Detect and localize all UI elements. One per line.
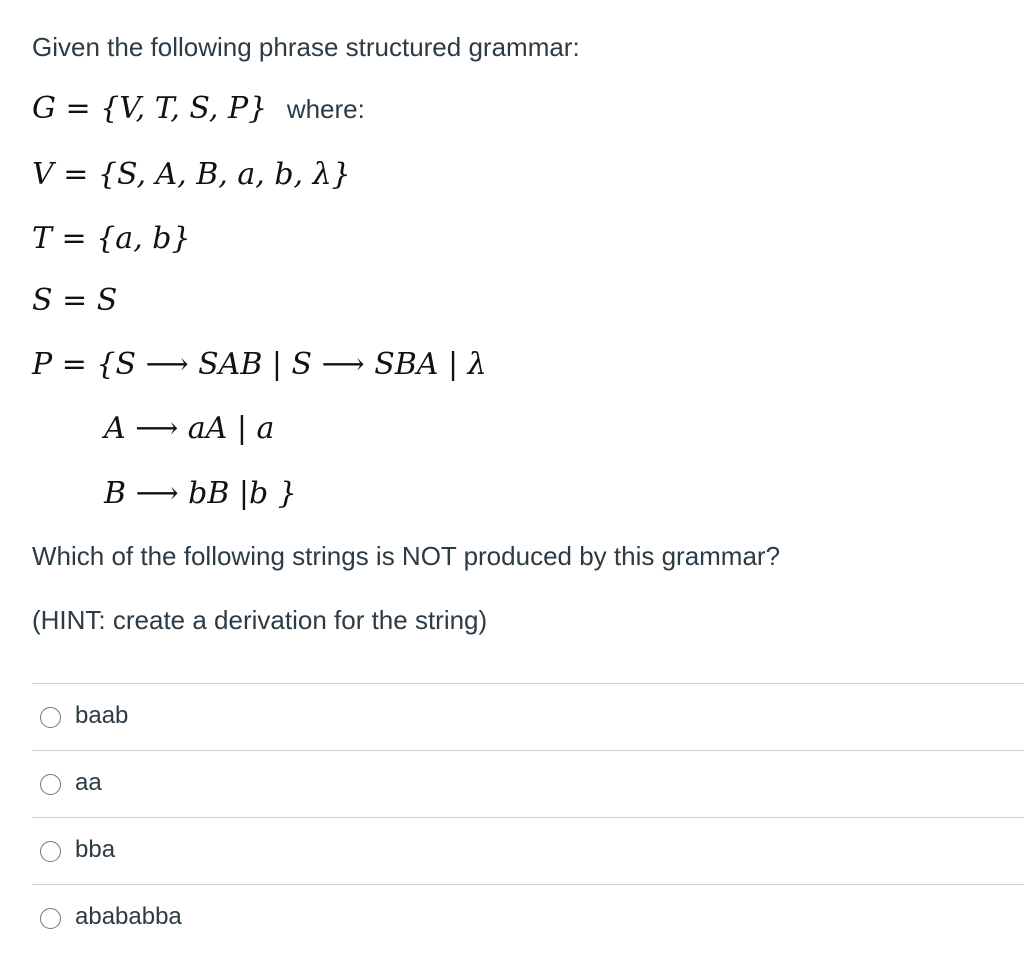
grammar-g-line: G = {V, T, S, P}: [32, 91, 268, 126]
answer-option[interactable]: [32, 884, 1024, 951]
radio-button[interactable]: [40, 908, 61, 929]
radio-button[interactable]: [40, 841, 61, 862]
answer-list: [32, 683, 1024, 951]
production-b-line: B ⟶ bB |b }: [104, 476, 297, 511]
start-symbol: [32, 281, 117, 321]
production-b: [104, 474, 297, 514]
radio-button[interactable]: [40, 774, 61, 795]
productions-line: P = {S ⟶ SAB | S ⟶ SBA | λ: [32, 347, 487, 382]
production-a-line: A ⟶ aA | a: [104, 411, 275, 446]
start-line: S = S: [32, 283, 118, 318]
answer-label: abababba: [75, 903, 182, 930]
variables-set: [32, 155, 351, 195]
answer-label: bba: [75, 836, 116, 863]
answer-label: aa: [75, 769, 102, 796]
answer-label: baab: [75, 702, 129, 729]
terminals-line: T = {a, b}: [32, 221, 191, 256]
question-intro: Given the following phrase structured grammar:: [32, 32, 580, 62]
question-prompt: Which of the following strings is NOT produced by this grammar?: [32, 541, 781, 571]
grammar-definition: [32, 89, 365, 129]
question-hint: (HINT: create a derivation for the string): [32, 605, 488, 635]
radio-button[interactable]: [40, 707, 61, 728]
grammar-where-label: where:: [286, 94, 365, 124]
productions-set: [32, 345, 487, 385]
answer-option[interactable]: [32, 750, 1024, 817]
terminals-set: [32, 219, 191, 259]
answer-option[interactable]: [32, 817, 1024, 884]
variables-line: V = {S, A, B, a, b, λ}: [32, 157, 351, 192]
answer-option[interactable]: [32, 683, 1024, 750]
production-a: [104, 409, 274, 449]
